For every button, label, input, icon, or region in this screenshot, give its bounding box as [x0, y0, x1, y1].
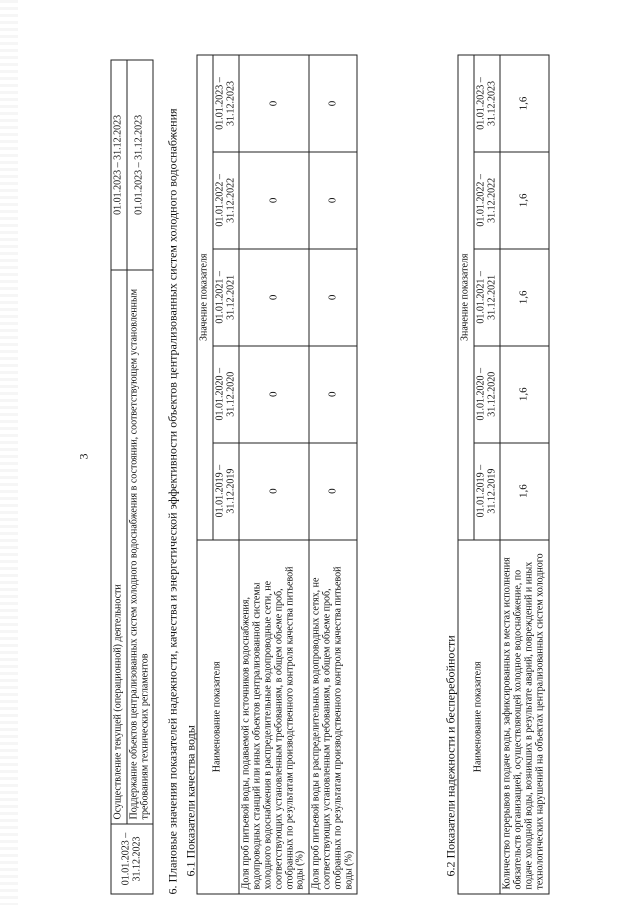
period-header: 01.01.2020 – 31.12.2020 [213, 346, 240, 443]
activity-range: 01.01.2023 – 31.12.2023 [127, 60, 154, 270]
period-header: 01.01.2023 – 31.12.2023 [474, 55, 501, 152]
activity-range: 01.01.2023 – 31.12.2023 [111, 60, 127, 270]
period-header: 01.01.2021 – 31.12.2021 [474, 249, 501, 346]
activity-period: 01.01.2023 – 31.12.2023 [111, 824, 153, 894]
indicator-value: 0 [239, 346, 309, 443]
period-header: 01.01.2023 – 31.12.2023 [213, 55, 240, 152]
period-header: 01.01.2019 – 31.12.2019 [474, 443, 501, 540]
reliability-table [458, 55, 550, 895]
name-column-header: Наименование показателя [458, 540, 500, 894]
activity-text: Осуществление текущей (операционной) деятельности [111, 270, 127, 824]
activity-row [111, 60, 127, 894]
quality-table [197, 55, 358, 895]
period-header: 01.01.2022 – 31.12.2022 [213, 152, 240, 249]
indicator-value: 0 [239, 55, 309, 152]
indicator-value: 0 [309, 346, 357, 443]
table-row [500, 55, 548, 894]
indicator-value: 0 [309, 152, 357, 249]
value-column-header: Значение показателя [197, 55, 213, 540]
indicator-value: 0 [239, 443, 309, 540]
section-title: 6. Плановые значения показателей надежности, качества и энергетической эффективности объектов централизованных систем холодного водоснабжения [165, 108, 180, 895]
indicator-value: 1,6 [500, 55, 548, 152]
indicator-name: Доля проб питьевой воды, подаваемой с источников водоснабжения, водопроводных станций или иных объектов централизованной системы холодного водоснабжения в распределительные водопроводные сети, не соответствующих установленным требованиям, в общем объеме проб, отобранных по результатам производственного контроля качества питьевой воды (%) [239, 540, 309, 894]
activity-text: Поддержание объектов централизованных систем холодного водоснабжения в состоянии, соответствующем установленным требованиям технических регламентов [127, 270, 154, 824]
indicator-value: 0 [309, 55, 357, 152]
subsection-title-reliability: 6.2 Показатели надежности и бесперебойности [443, 635, 458, 877]
indicator-value: 0 [239, 152, 309, 249]
period-header: 01.01.2020 – 31.12.2020 [474, 346, 501, 443]
activity-row [127, 60, 154, 894]
indicator-name: Доля проб питьевой воды в распределительных водопроводных сетях, не соответствующих установленным требованиям, в общем объеме проб, отобранных по результатам производственного контроля качества питьевой воды (%) [309, 540, 357, 894]
activity-table [111, 60, 154, 895]
page-number: 3 [76, 453, 91, 460]
indicator-value: 0 [309, 443, 357, 540]
indicator-name: Количество перерывов в подаче воды, зафиксированных в местах исполнения обязательств организацией, осуществляющей холодное водоснабжение, по подаче холодной воды, возникших в результате аварий, повреждений и иных технологических нарушений на объектах централизованных систем холодного [500, 540, 548, 894]
rotated-page [1, 0, 640, 905]
subsection-title-quality: 6.1 Показатели качества воды [183, 725, 198, 877]
indicator-value: 0 [309, 249, 357, 346]
table-row [239, 55, 309, 894]
indicator-value: 1,6 [500, 152, 548, 249]
period-header: 01.01.2019 – 31.12.2019 [213, 443, 240, 540]
period-header: 01.01.2021 – 31.12.2021 [213, 249, 240, 346]
indicator-value: 0 [239, 249, 309, 346]
indicator-value: 1,6 [500, 249, 548, 346]
period-header: 01.01.2022 – 31.12.2022 [474, 152, 501, 249]
name-column-header: Наименование показателя [197, 540, 239, 894]
indicator-value: 1,6 [500, 346, 548, 443]
value-column-header: Значение показателя [458, 55, 474, 540]
indicator-value: 1,6 [500, 443, 548, 540]
table-row [309, 55, 357, 894]
